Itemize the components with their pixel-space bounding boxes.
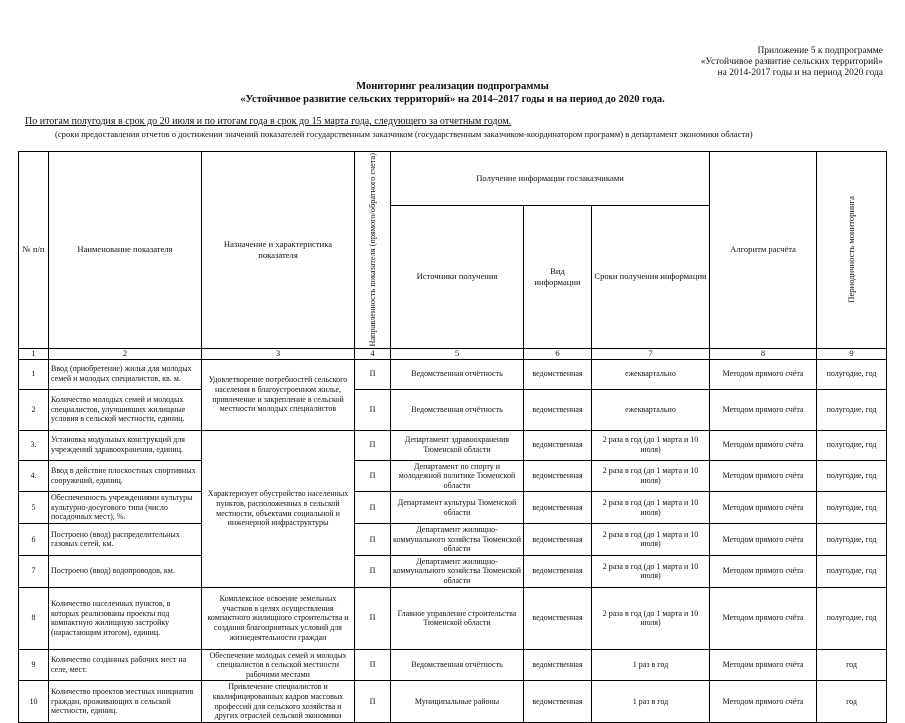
table-row <box>19 389 887 430</box>
row-number: 5 <box>19 492 49 524</box>
indicator-purpose: Характеризует обустройство населенных пунктов, расположенных в сельской местности, объектами социальной и инженерной инфраструктуры <box>202 430 355 587</box>
info-type: ведомственная <box>524 460 592 492</box>
info-source: Ведомственная отчётность <box>391 389 524 430</box>
indicator-direction: П <box>355 524 391 556</box>
row-number: 10 <box>19 681 49 722</box>
col-number: 7 <box>592 348 710 359</box>
table-row <box>19 681 887 722</box>
monitoring-period: полугодие, год <box>817 389 887 430</box>
info-terms: 2 раза в год (до 1 марта и 10 июля) <box>592 524 710 556</box>
calc-algorithm: Методом прямого счёта <box>710 359 817 389</box>
col-number: 6 <box>524 348 592 359</box>
indicator-name: Установка модульных конструкций для учреждений здравоохранения, единиц. <box>49 430 202 460</box>
row-number: 2 <box>19 389 49 430</box>
info-type: ведомственная <box>524 389 592 430</box>
info-type: ведомственная <box>524 430 592 460</box>
table-row <box>19 555 887 587</box>
info-terms: 2 раза в год (до 1 марта и 10 июля) <box>592 492 710 524</box>
calc-algorithm: Методом прямого счёта <box>710 681 817 722</box>
info-source: Департамент по спорту и молодежной политике Тюменской области <box>391 460 524 492</box>
monitoring-table <box>18 151 887 723</box>
indicator-name: Количество проектов местных инициатив граждан, проживающих в сельской местности, единиц. <box>49 681 202 722</box>
indicator-direction: П <box>355 681 391 722</box>
col-number: 1 <box>19 348 49 359</box>
header-num: № п/п <box>19 152 49 349</box>
info-terms: ежеквартально <box>592 389 710 430</box>
column-number-row <box>19 348 887 359</box>
info-type: ведомственная <box>524 359 592 389</box>
row-number: 9 <box>19 649 49 681</box>
info-type: ведомственная <box>524 524 592 556</box>
info-terms: 2 раза в год (до 1 марта и 10 июля) <box>592 430 710 460</box>
info-source: Ведомственная отчётность <box>391 359 524 389</box>
info-terms: 1 раз в год <box>592 649 710 681</box>
header-type: Вид информации <box>524 206 592 348</box>
reporting-note: (сроки предоставления отчетов о достижении значений показателей государственным заказчиком (государственным заказчиком-координатором программ) в департамент экономики области) <box>55 129 753 139</box>
monitoring-period: полугодие, год <box>817 587 887 649</box>
indicator-name: Ввод (приобретение) жилья для молодых семей и молодых специалистов, кв. м. <box>49 359 202 389</box>
info-terms: 1 раз в год <box>592 681 710 722</box>
row-number: 6 <box>19 524 49 556</box>
table-row <box>19 460 887 492</box>
info-source: Департамент культуры Тюменской области <box>391 492 524 524</box>
header-period-text: Периодичность мониторинга <box>845 196 856 304</box>
indicator-purpose: Удовлетворение потребностей сельского населения в благоустроенном жилье, привлечение и закрепление в сельской местности молодых специалистов <box>202 359 355 430</box>
info-type: ведомственная <box>524 649 592 681</box>
title-line: «Устойчивое развитие сельских территорий» на 2014–2017 годы и на период до 2020 года. <box>240 94 665 105</box>
monitoring-period: полугодие, год <box>817 555 887 587</box>
monitoring-period: год <box>817 649 887 681</box>
indicator-name: Построено (ввод) распределительных газовых сетей, км. <box>49 524 202 556</box>
title-line: Мониторинг реализации подпрограммы <box>356 81 549 92</box>
calc-algorithm: Методом прямого счёта <box>710 492 817 524</box>
header-period <box>817 152 887 349</box>
row-number: 1 <box>19 359 49 389</box>
indicator-direction: П <box>355 555 391 587</box>
monitoring-period: год <box>817 681 887 722</box>
info-type: ведомственная <box>524 555 592 587</box>
indicator-direction: П <box>355 389 391 430</box>
header-direction-text: Направленность показателя (прямого/обратного счета) <box>367 153 377 347</box>
row-number: 4. <box>19 460 49 492</box>
header-direction <box>355 152 391 349</box>
col-number: 9 <box>817 348 887 359</box>
header-name: Наименование показателя <box>49 152 202 349</box>
col-number: 5 <box>391 348 524 359</box>
info-source: Ведомственная отчётность <box>391 649 524 681</box>
header-terms: Сроки получения информации <box>592 206 710 348</box>
info-type: ведомственная <box>524 681 592 722</box>
monitoring-period: полугодие, год <box>817 460 887 492</box>
indicator-name: Количество населенных пунктов, в которых реализованы проекты под компактную жилищную застройку (нарастающим итогом), единиц. <box>49 587 202 649</box>
table-row <box>19 430 887 460</box>
table-row <box>19 492 887 524</box>
header-sources: Источники получения <box>391 206 524 348</box>
monitoring-period: полугодие, год <box>817 430 887 460</box>
deadline-text: По итогам полугодия в срок до 20 июля и по итогам года в срок до 15 марта года, следующего за отчетным годом. <box>25 116 512 127</box>
info-source: Департамент здравоохранения Тюменской области <box>391 430 524 460</box>
monitoring-period: полугодие, год <box>817 359 887 389</box>
col-number: 2 <box>49 348 202 359</box>
info-source: Департамент жилищно-коммунального хозяйства Тюменской области <box>391 555 524 587</box>
indicator-name: Ввод в действие плоскостных спортивных сооружений, единиц. <box>49 460 202 492</box>
indicator-purpose: Привлечение специалистов и квалифицированных кадров массовых профессий для сельского хозяйства и других отраслей сельской экономики <box>202 681 355 722</box>
table-row <box>19 524 887 556</box>
indicator-name: Обеспеченность учреждениями культуры культурно-досугового типа (число посадочных мест), %. <box>49 492 202 524</box>
info-source: Департамент жилищно-коммунального хозяйства Тюменской области <box>391 524 524 556</box>
info-type: ведомственная <box>524 492 592 524</box>
col-number: 4 <box>355 348 391 359</box>
indicator-name: Количество молодых семей и молодых специалистов, улучшивших жилищные условия в сельской местности, единиц. <box>49 389 202 430</box>
indicator-direction: П <box>355 649 391 681</box>
info-type: ведомственная <box>524 587 592 649</box>
document-title <box>0 80 905 106</box>
info-terms: ежеквартально <box>592 359 710 389</box>
indicator-direction: П <box>355 492 391 524</box>
calc-algorithm: Методом прямого счёта <box>710 555 817 587</box>
appendix-line: на 2014-2017 годы и на период 2020 года <box>717 68 883 78</box>
info-terms: 2 раза в год (до 1 марта и 10 июля) <box>592 555 710 587</box>
table-row <box>19 359 887 389</box>
indicator-direction: П <box>355 359 391 389</box>
appendix-line: Приложение 5 к подпрограмме <box>757 46 883 56</box>
indicator-direction: П <box>355 430 391 460</box>
header-info-group: Получение информации госзаказчиками <box>391 152 710 206</box>
row-number: 8 <box>19 587 49 649</box>
monitoring-period: полугодие, год <box>817 524 887 556</box>
monitoring-period: полугодие, год <box>817 492 887 524</box>
indicator-purpose: Комплексное освоение земельных участков в целях осуществления компактного жилищного строительства и создания благоприятных условий для жизнедеятельности граждан <box>202 587 355 649</box>
header-row <box>19 152 887 206</box>
info-terms: 2 раза в год (до 1 марта и 10 июля) <box>592 460 710 492</box>
indicator-name: Построено (ввод) водопроводов, км. <box>49 555 202 587</box>
calc-algorithm: Методом прямого счёта <box>710 460 817 492</box>
col-number: 8 <box>710 348 817 359</box>
table-row <box>19 649 887 681</box>
header-algorithm: Алгоритм расчёта <box>710 152 817 349</box>
row-number: 3. <box>19 430 49 460</box>
header-purpose: Назначение и характеристика показателя <box>202 152 355 349</box>
col-number: 3 <box>202 348 355 359</box>
calc-algorithm: Методом прямого счёта <box>710 524 817 556</box>
calc-algorithm: Методом прямого счёта <box>710 389 817 430</box>
indicator-purpose: Обеспечение молодых семей и молодых специалистов в сельской местности рабочими местами <box>202 649 355 681</box>
indicator-direction: П <box>355 460 391 492</box>
appendix-note <box>701 46 883 79</box>
info-source: Муниципальные районы <box>391 681 524 722</box>
indicator-name: Количество созданных рабочих мест на селе, мест. <box>49 649 202 681</box>
calc-algorithm: Методом прямого счёта <box>710 649 817 681</box>
calc-algorithm: Методом прямого счёта <box>710 587 817 649</box>
appendix-line: «Устойчивое развитие сельских территорий» <box>700 57 883 67</box>
info-source: Главное управление строительства Тюменской области <box>391 587 524 649</box>
row-number: 7 <box>19 555 49 587</box>
indicator-direction: П <box>355 587 391 649</box>
info-terms: 2 раза в год (до 1 марта и 10 июля) <box>592 587 710 649</box>
calc-algorithm: Методом прямого счёта <box>710 430 817 460</box>
